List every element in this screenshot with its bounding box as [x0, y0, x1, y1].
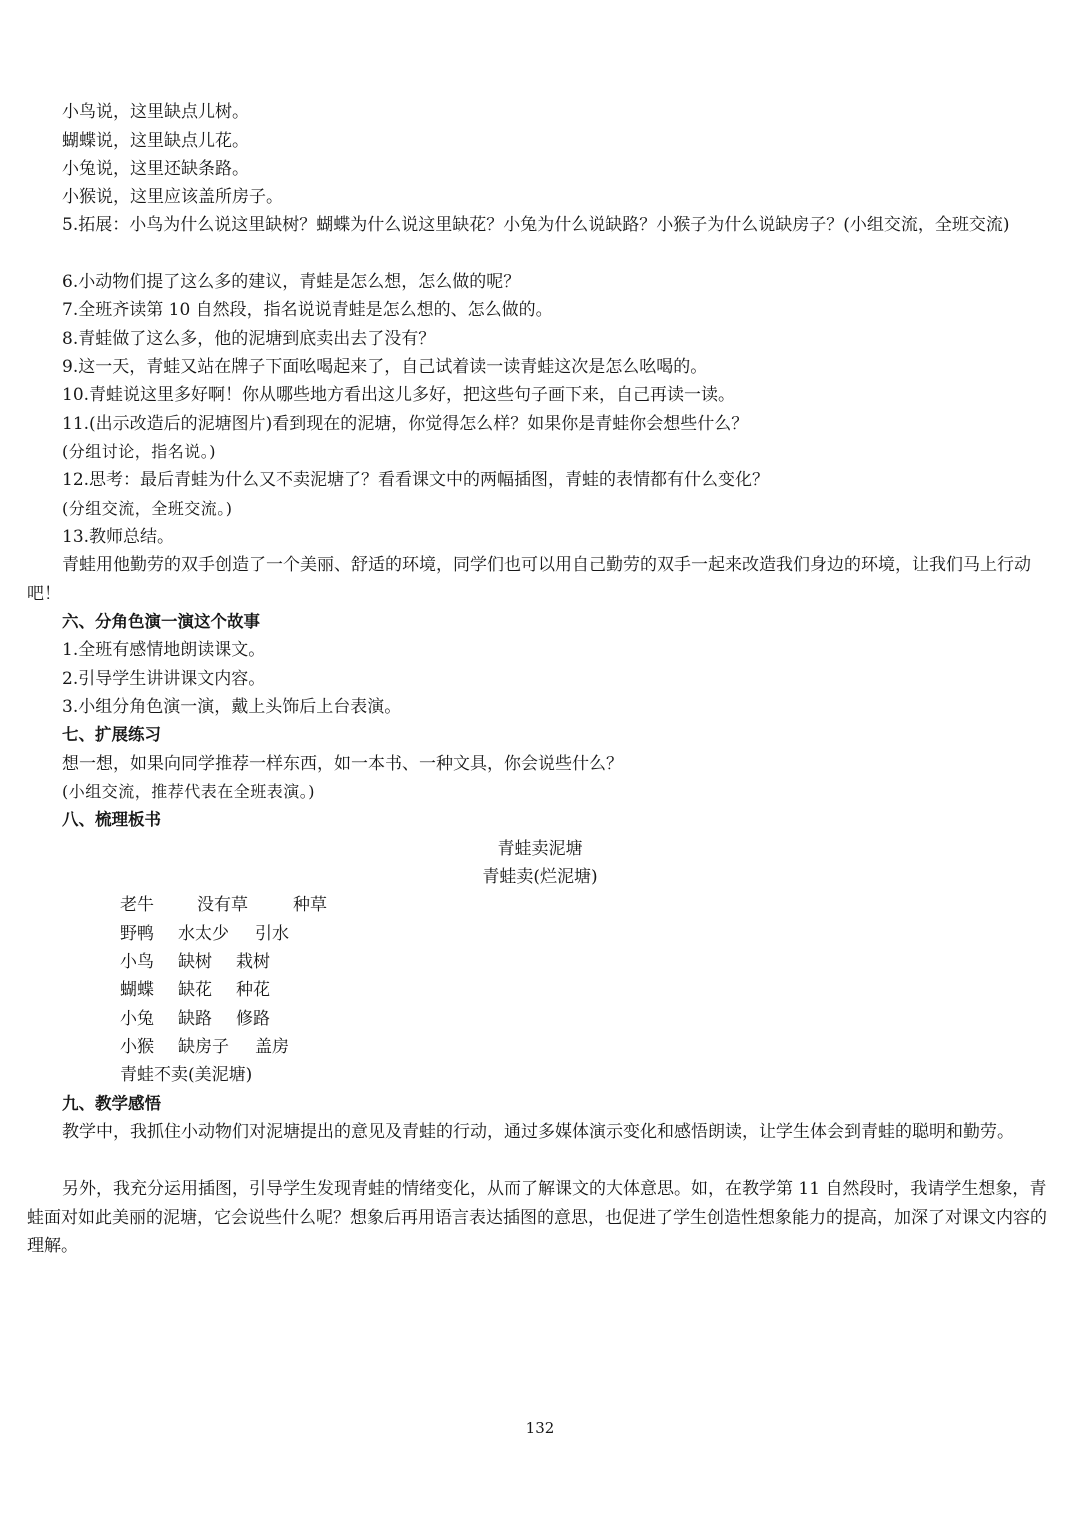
text-line: (小组交流，推荐代表在全班表演。) [62, 782, 315, 801]
paragraph [27, 1118, 1055, 1147]
board-animal: 小猴 [120, 1037, 154, 1057]
board-subtitle: 青蛙卖(烂泥塘) [482, 867, 598, 887]
paragraph [27, 1175, 1055, 1261]
board-action: 种草 [293, 895, 327, 915]
paragraph-text: 另外，我充分运用插图，引导学生发现青蛙的情绪变化，从而了解课文的大体意思。如，在教学第 11 自然段时，我请学生想象，青蛙面对如此美丽的泥塘，它会说些什么呢？想象后再用语言表达插图的意思，也促进了学生创造性想象能力的提高，加深了对课文内容的理解。 [27, 1179, 1047, 1256]
board-animal: 小鸟 [120, 952, 154, 972]
text-line: 蝴蝶说，这里缺点儿花。 [62, 131, 249, 151]
text-line: 小鸟说，这里缺点儿树。 [62, 102, 249, 122]
paragraph [27, 211, 1055, 240]
section-heading: 七、扩展练习 [62, 725, 161, 744]
text-line: 6.小动物们提了这么多的建议，青蛙是怎么想，怎么做的呢？ [62, 272, 521, 292]
text-line: 9.这一天，青蛙又站在牌子下面吆喝起来了，自己试着读一读青蛙这次是怎么吆喝的。 [62, 357, 708, 377]
board-action: 引水 [255, 924, 289, 944]
text-line: 7.全班齐读第 10 自然段，指名说说青蛙是怎么想的、怎么做的。 [62, 300, 553, 320]
paragraph [27, 551, 1055, 608]
paragraph-text: 教学中，我抓住小动物们对泥塘提出的意见及青蛙的行动，通过多媒体演示变化和感悟朗读，让学生体会到青蛙的聪明和勤劳。 [62, 1122, 1014, 1142]
text-line: 10.青蛙说这里多好啊！你从哪些地方看出这儿多好，把这些句子画下来，自己再读一读。 [62, 385, 736, 405]
board-title: 青蛙卖泥塘 [497, 839, 583, 859]
board-animal: 野鸭 [120, 924, 154, 944]
text-line: (分组交流，全班交流。) [62, 499, 233, 518]
board-problem: 没有草 [197, 895, 248, 915]
board-problem: 缺房子 [178, 1037, 229, 1057]
board-action: 修路 [236, 1009, 270, 1029]
board-ending: 青蛙不卖(美泥塘) [120, 1065, 253, 1085]
board-animal: 蝴蝶 [120, 980, 154, 1000]
board-problem: 水太少 [178, 924, 229, 944]
text-line: 11.(出示改造后的泥塘图片)看到现在的泥塘，你觉得怎么样？如果你是青蛙你会想些什么？ [62, 414, 749, 434]
paragraph-text: 5.拓展：小鸟为什么说这里缺树？蝴蝶为什么说这里缺花？小兔为什么说缺路？小猴子为什么说缺房子？(小组交流，全班交流) [62, 215, 1010, 235]
list-item: 3.小组分角色演一演，戴上头饰后上台表演。 [62, 697, 402, 717]
text-line: 8.青蛙做了这么多，他的泥塘到底卖出去了没有？ [62, 329, 436, 349]
text-line: 想一想，如果向同学推荐一样东西，如一本书、一种文具，你会说些什么？ [62, 754, 623, 774]
text-line: 13.教师总结。 [62, 527, 175, 547]
board-action: 盖房 [255, 1037, 289, 1057]
board-problem: 缺花 [178, 980, 212, 1000]
section-heading: 六、分角色演一演这个故事 [62, 612, 260, 631]
section-heading: 八、梳理板书 [62, 810, 161, 829]
section-heading: 九、教学感悟 [62, 1094, 161, 1113]
board-action: 栽树 [236, 952, 270, 972]
list-item: 1.全班有感情地朗读课文。 [62, 640, 266, 660]
page-number: 132 [525, 1419, 555, 1437]
text-line: 小兔说，这里还缺条路。 [62, 159, 249, 179]
board-problem: 缺树 [178, 952, 212, 972]
board-animal: 小兔 [120, 1009, 154, 1029]
board-problem: 缺路 [178, 1009, 212, 1029]
text-line: 小猴说，这里应该盖所房子。 [62, 187, 283, 207]
text-line: 12.思考：最后青蛙为什么又不卖泥塘了？看看课文中的两幅插图，青蛙的表情都有什么变化？ [62, 470, 770, 490]
paragraph-text: 青蛙用他勤劳的双手创造了一个美丽、舒适的环境，同学们也可以用自己勤劳的双手一起来改造我们身边的环境，让我们马上行动吧！ [27, 555, 1031, 604]
board-action: 种花 [236, 980, 270, 1000]
board-animal: 老牛 [120, 895, 154, 915]
text-line: (分组讨论，指名说。) [62, 442, 216, 461]
list-item: 2.引导学生讲讲课文内容。 [62, 669, 266, 689]
